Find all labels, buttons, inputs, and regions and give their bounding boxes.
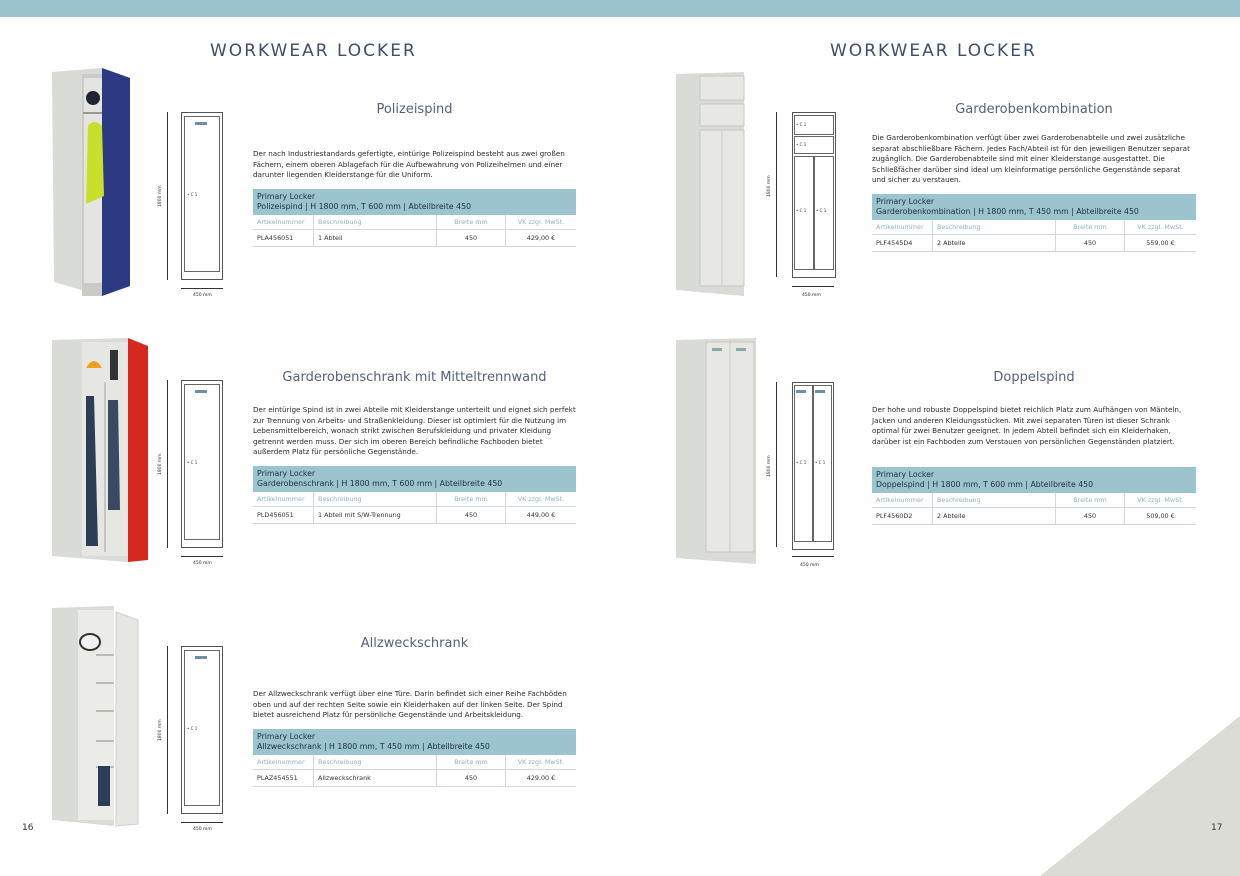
product-spec: Allzweckschrank | H 1800 mm, T 450 mm | Abteilbreite 450	[257, 741, 490, 751]
corner-decoration	[1040, 716, 1240, 876]
article-number: PLF4560D2	[872, 508, 933, 525]
row-width: 450	[437, 229, 506, 246]
doppelspind-drawing: 1800 mm • C 1 • C 1 450 mm	[764, 382, 844, 572]
width-dimension-label: 450 mm	[193, 561, 212, 566]
article-number: PLAZ454551	[253, 769, 314, 786]
product-title: Doppelspind	[993, 370, 1075, 385]
col-header-article: Artikelnummer	[253, 492, 314, 507]
product-spec-box	[253, 729, 576, 755]
polizeispind-photo	[52, 68, 132, 298]
product-title: Polizeispind	[376, 102, 453, 117]
garderobenschrank-photo	[52, 338, 150, 564]
left-page-number: 16	[22, 823, 34, 833]
article-number: PLD456051	[253, 506, 314, 523]
table-row	[253, 506, 576, 523]
price-table	[872, 220, 1196, 252]
table-row	[253, 229, 576, 246]
table-header-row	[872, 220, 1196, 235]
garderobenkombination-drawing: 1800 mm • C 1 • C 1 • C 1 • C 1 450 mm	[764, 112, 844, 302]
row-description: 2 Abteile	[933, 234, 1056, 251]
col-header-price: VK zzgl. MwSt.	[1125, 220, 1197, 235]
height-dimension-label: 1800 mm	[158, 185, 163, 207]
product-description: Der hohe und robuste Doppelspind bietet reichlich Platz zum Aufhängen von Mänteln, Jacken und anderen Kleidungsstücken. Mit zwei separaten Türen ist dieser Schrank optimal für zwei Benutzer geeignet. In jedem Abteil befindet sich ein Kleiderhaken, darüber ist ein Fachboden zum Verstauen von persönlichen Gegenständen platziert.	[872, 405, 1182, 446]
table-header-row	[253, 492, 576, 507]
col-header-article: Artikelnummer	[253, 215, 314, 230]
col-header-width: Breite mm	[437, 215, 506, 230]
product-garderobenkombination	[872, 102, 1196, 252]
product-description: Der eintürige Spind ist in zwei Abteile mit Kleiderstange unterteilt und eignet sich perfekt zur Trennung von Arbeits- und Straßenkleidung. Dieser ist optimiert für die Nutzung im Lebensmittelbereich, wonach strikt zwischen Berufskleidung und privater Kleidung getrennt werden muss. Der sich im oberen Bereich befindliche Fachboden bietet außerdem Platz für persönliche Gegenstände.	[253, 405, 576, 456]
product-description: Der Allzweckschrank verfügt über eine Türe. Darin befindet sich einer Reihe Fachböden oben und auf der rechten Seite sowie ein Kleiderhaken auf der linken Seite. Der Spind bietet ausreichend Platz für persönliche Gegenstände und Arbeitskleidung.	[253, 689, 567, 719]
width-dimension-label: 450 mm	[193, 293, 212, 298]
width-dimension-label: 450 mm	[800, 563, 819, 568]
product-doppelspind	[872, 370, 1196, 525]
row-width: 450	[437, 506, 506, 523]
row-price: 429,00 €	[506, 769, 577, 786]
row-price: 509,00 €	[1125, 508, 1197, 525]
col-header-price: VK zzgl. MwSt.	[1125, 493, 1197, 508]
product-spec: Garderobenkombination | H 1800 mm, T 450 mm | Abteilbreite 450	[876, 206, 1139, 216]
col-header-description: Beschreibung	[314, 755, 437, 770]
product-line: Primary Locker	[876, 470, 935, 479]
product-line: Primary Locker	[257, 731, 316, 741]
height-dimension-label: 1800 mm	[767, 175, 772, 197]
row-price: 449,00 €	[506, 506, 577, 523]
product-spec-box	[872, 194, 1196, 220]
row-description: 1 Abteil mit S/W-Trennung	[314, 506, 437, 523]
row-price: 429,00 €	[506, 229, 577, 246]
col-header-price: VK zzgl. MwSt.	[506, 215, 577, 230]
col-header-width: Breite mm	[437, 755, 506, 770]
col-header-description: Beschreibung	[933, 493, 1056, 508]
product-garderobenschrank	[253, 370, 576, 524]
product-allzweckschrank	[253, 636, 576, 787]
col-header-article: Artikelnummer	[253, 755, 314, 770]
article-number: PLF4545D4	[872, 234, 933, 251]
product-spec-box	[872, 467, 1196, 493]
price-table	[253, 215, 576, 247]
table-row	[872, 508, 1196, 525]
table-row	[872, 234, 1196, 251]
row-width: 450	[1056, 508, 1125, 525]
col-header-width: Breite mm	[437, 492, 506, 507]
product-spec: Polizeispind | H 1800 mm, T 600 mm | Abteilbreite 450	[257, 201, 472, 211]
right-page-number: 17	[1211, 823, 1223, 833]
price-table	[253, 755, 576, 787]
garderobenschrank-drawing: 1800 mm • C 1 450 mm	[155, 380, 225, 570]
height-dimension-label: 1800 mm	[158, 453, 163, 475]
product-title: Garderobenschrank mit Mitteltrennwand	[282, 370, 547, 385]
product-title: Allzweckschrank	[360, 636, 469, 651]
height-dimension-label: 1800 mm	[767, 455, 772, 477]
row-width: 450	[1056, 234, 1125, 251]
col-header-article: Artikelnummer	[872, 220, 933, 235]
product-spec-box	[253, 466, 576, 492]
product-line: Primary Locker	[257, 468, 316, 478]
col-header-description: Beschreibung	[314, 215, 437, 230]
width-dimension-label: 450 mm	[193, 827, 212, 832]
garderobenkombination-photo	[676, 72, 756, 298]
product-line: Primary Locker	[876, 196, 935, 206]
table-row	[253, 769, 576, 786]
col-header-description: Beschreibung	[314, 492, 437, 507]
height-dimension-label: 1800 mm	[158, 719, 163, 741]
row-description: 2 Abteile	[933, 508, 1056, 525]
price-table	[253, 492, 576, 524]
product-line: Primary Locker	[257, 191, 316, 201]
polizeispind-drawing: 1800 mm • C 1 450 mm	[155, 112, 225, 302]
col-header-width: Breite mm	[1056, 493, 1125, 508]
col-header-width: Breite mm	[1056, 220, 1125, 235]
price-table	[872, 493, 1196, 525]
product-description: Der nach Industriestandards gefertigte, eintürige Polizeispind besteht aus zwei großen Fächern, einem oberen Ablagefach für die Aufbewahrung von Polizeihelmen und einer darunter liegenden Kleiderstange für die Uniform.	[253, 149, 565, 179]
left-page-heading: WORKWEAR LOCKER	[210, 41, 417, 61]
row-description: Allzweckschrank	[314, 769, 437, 786]
product-title: Garderobenkombination	[955, 102, 1113, 117]
allzweckschrank-photo	[52, 606, 142, 828]
top-color-band	[0, 0, 1240, 17]
width-dimension-label: 450 mm	[802, 293, 821, 298]
row-width: 450	[437, 769, 506, 786]
table-header-row	[872, 493, 1196, 508]
table-header-row	[253, 755, 576, 770]
product-spec: Doppelspind | H 1800 mm, T 600 mm | Abteilbreite 450	[876, 480, 1094, 489]
col-header-price: VK zzgl. MwSt.	[506, 755, 577, 770]
product-description: Die Garderobenkombination verfügt über zwei Garderobenabteile und zwei zusätzliche separat abschließbare Fächern. Jedes Fach/Abteil ist für den jeweiligen Benutzer separat zugänglich. Die Garderobenabteile sind mit einer Kleiderstange ausgestattet. Die Schließfächer darüber sind ideal um kleinformatige persönliche Gegenstände separat und sicher zu verstauen.	[872, 133, 1190, 184]
row-price: 559,00 €	[1125, 234, 1197, 251]
allzweckschrank-drawing: 1800 mm • C 1 450 mm	[155, 646, 225, 836]
col-header-article: Artikelnummer	[872, 493, 933, 508]
col-header-description: Beschreibung	[933, 220, 1056, 235]
right-page-heading: WORKWEAR LOCKER	[830, 41, 1037, 61]
product-spec: Garderobenschrank | H 1800 mm, T 600 mm | Abteilbreite 450	[257, 478, 503, 488]
product-spec-box	[253, 189, 576, 215]
table-header-row	[253, 215, 576, 230]
col-header-price: VK zzgl. MwSt.	[506, 492, 577, 507]
product-polizeispind	[253, 102, 576, 247]
article-number: PLA456051	[253, 229, 314, 246]
row-description: 1 Abteil	[314, 229, 437, 246]
doppelspind-photo	[676, 338, 758, 566]
